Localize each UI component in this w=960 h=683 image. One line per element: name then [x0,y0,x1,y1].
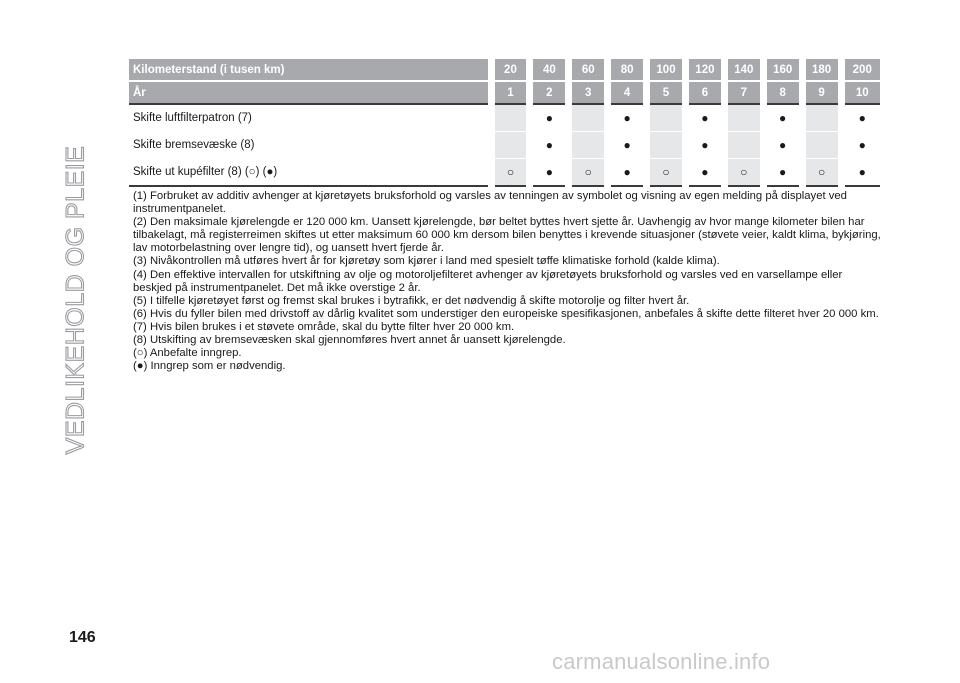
year-header-cell: 9 [802,81,841,104]
year-header-cell: 5 [647,81,686,104]
schedule-cell [530,132,569,159]
footnote: (3) Nivåkontrollen må utføres hvert år for kjøretøy som kjører i land med spesielt tøffe klimatiske forhold (kalde klima). [133,255,720,268]
footnote: (6) Hvis du fyller bilen med drivstoff av dårlig kvalitet som understiger den europeiske spesifikasjonen, anbefales å skifte dette filteret hver 20 000 km. [133,307,879,320]
footnote: (4) Den effektive intervallen for utskiftning av olje og motoroljefilteret avhenger av kjøretøyets bruksforhold og varsles ved en varsellampe eller beskjed på instrumentpanelet. Det må ikke overstige 2 år. [133,268,843,294]
year-header-cell: 7 [724,81,763,104]
legend-recommended: (○) Anbefalte inngrep. [133,347,242,360]
km-header-cell: 120 [685,59,724,81]
service-marker: ● [779,165,787,179]
schedule-cell [724,132,763,159]
km-header-cell: 80 [608,59,647,81]
km-header-cell: 160 [763,59,802,81]
schedule-cell [491,159,530,187]
km-header-cell: 100 [647,59,686,81]
service-marker: ● [623,165,631,179]
chapter-title-text: VEDLIKEHOLD OG PLEIE [61,145,90,455]
schedule-cell [685,132,724,159]
service-marker: ● [858,138,866,152]
schedule-cell [608,132,647,159]
km-header-cell: 40 [530,59,569,81]
legend-required: (●) Inngrep som er nødvendig. [133,360,286,373]
row-label: Skifte luftfilterpatron (7) [129,104,491,132]
footnote: (7) Hvis bilen brukes i et støvete område, skal du bytte filter hver 20 000 km. [133,320,515,333]
year-header-cell: 8 [763,81,802,104]
year-header-label: År [129,81,491,104]
table-row [129,159,880,187]
service-marker: ● [545,111,553,125]
footnote: (2) Den maksimale kjørelengde er 120 000 km. Uansett kjørelengde, bør beltet byttes hvert sjette år. Uavhengig av hvor mange kilometer bilen har tilbakelagt, må registerreimen skiftes ut etter maksimum 60 000 km dersom bilen benyttes i krevende situasjoner (støvete veier, kaldt klima, bykjøring, lav motorbelastning over lengre tid), og uansett hvert fjerde år. [133,216,881,255]
service-marker: ○ [662,165,670,179]
schedule-cell [569,159,608,187]
km-header-row [129,59,880,81]
schedule-cell [763,104,802,132]
service-marker: ● [545,165,553,179]
year-header-cell: 2 [530,81,569,104]
schedule-cell [802,132,841,159]
schedule-cell [685,159,724,187]
maintenance-schedule-table [129,59,880,187]
service-marker: ● [858,111,866,125]
row-label: Skifte bremsevæske (8) [129,132,491,159]
service-marker: ● [701,165,709,179]
km-header-cell: 200 [841,59,880,81]
schedule-cell [685,104,724,132]
km-header-cell: 180 [802,59,841,81]
schedule-cell [530,159,569,187]
schedule-cell [569,104,608,132]
service-marker: ○ [817,165,826,179]
service-marker: ● [858,165,866,179]
service-marker: ● [779,111,787,125]
year-header-cell: 3 [569,81,608,104]
schedule-cell [608,159,647,187]
schedule-cell [724,104,763,132]
watermark: carmanualsonline.info [552,649,771,674]
schedule-cell [802,104,841,132]
footnote: (1) Forbruket av additiv avhenger at kjøretøyets bruksforhold og varsles av tenningen av symbolet og visning av egen melding på displayet ved instrumentpanelet. [133,190,847,216]
schedule-cell [802,159,841,187]
service-marker: ○ [584,165,592,179]
year-header-row [129,81,880,104]
schedule-cell [841,159,880,187]
km-header-cell: 140 [724,59,763,81]
service-marker: ● [623,111,631,125]
schedule-cell [530,104,569,132]
service-marker: ○ [506,165,515,179]
schedule-cell [647,104,686,132]
table-row [129,104,880,132]
row-label: Skifte ut kupéfilter (8) (○) (●) [129,159,491,187]
schedule-cell [569,132,608,159]
schedule-cell [491,132,530,159]
year-header-cell: 10 [841,81,880,104]
schedule-cell [491,104,530,132]
service-marker: ● [779,138,787,152]
service-marker: ● [701,111,709,125]
schedule-cell [763,132,802,159]
service-marker: ○ [740,165,748,179]
footnote: (8) Utskifting av bremsevæsken skal gjennomføres hvert annet år uansett kjørelengde. [133,334,566,347]
schedule-cell [647,132,686,159]
footnote: (5) I tilfelle kjøretøyet først og fremst skal brukes i bytrafikk, er det nødvendig å skifte motorolje og filter hvert år. [133,294,690,307]
service-marker: ● [623,138,631,152]
km-header-cell: 20 [491,59,530,81]
year-header-cell: 6 [685,81,724,104]
footnotes [133,190,881,373]
service-marker: ● [545,138,553,152]
schedule-cell [608,104,647,132]
schedule-cell [841,104,880,132]
km-header-cell: 60 [569,59,608,81]
year-header-cell: 1 [491,81,530,104]
table-row [129,132,880,159]
schedule-cell [763,159,802,187]
schedule-cell [724,159,763,187]
schedule-cell [841,132,880,159]
schedule-cell [647,159,686,187]
service-marker: ● [701,138,709,152]
year-header-cell: 4 [608,81,647,104]
page-number: 146 [69,629,96,646]
km-header-label: Kilometerstand (i tusen km) [129,59,491,81]
